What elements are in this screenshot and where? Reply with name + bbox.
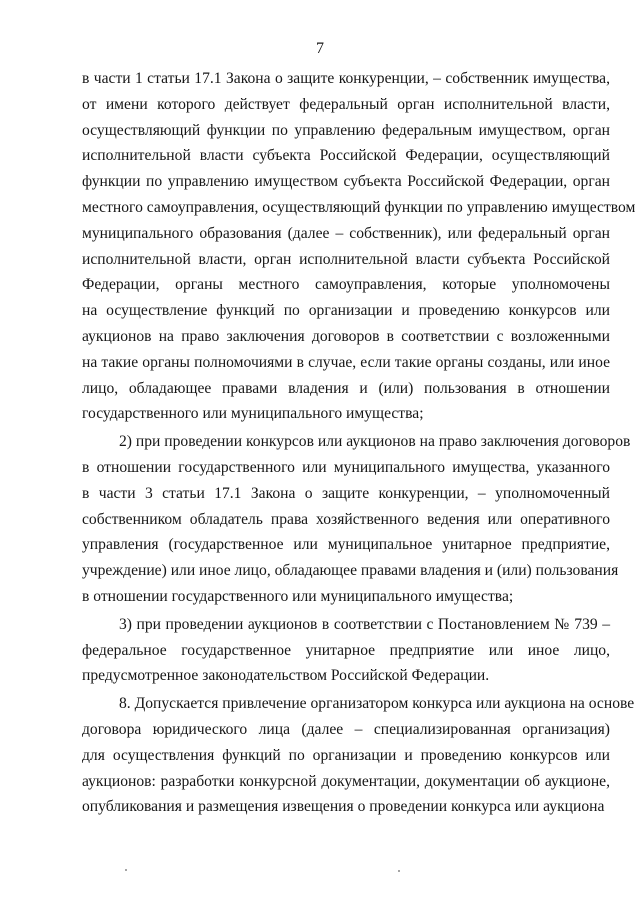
paragraph <box>82 612 610 689</box>
text-line: 3) при проведении аукционов в соответствии с Постановлением № 739 – <box>119 615 610 633</box>
text-line: в части 3 статьи 17.1 Закона о защите конкуренции, – уполномоченный <box>82 484 610 502</box>
scan-speck <box>125 869 127 871</box>
text-line: федеральное государственное унитарное предприятие или иное лицо, <box>82 641 610 659</box>
document-body <box>82 66 636 820</box>
text-line: договора юридического лица (далее – специализированная организация) <box>82 720 610 738</box>
text-line: аукционов: разработки конкурсной документации, документации об аукционе, <box>82 772 610 790</box>
text-line: в отношении государственного или муниципального имущества; <box>82 587 514 605</box>
text-line: на осуществление функций по организации и проведению конкурсов или <box>82 302 610 320</box>
text-line: собственником обладатель права хозяйственного ведения или оперативного <box>82 510 610 528</box>
text-line: учреждение) или иное лицо, обладающее правами владения и (или) пользования <box>82 562 619 580</box>
text-line: муниципального образования (далее – собственник), или федеральный орган <box>82 224 610 242</box>
text-line: управления (государственное или муниципальное унитарное предприятие, <box>82 536 610 554</box>
text-line: местного самоуправления, осуществляющий функции по управлению имуществом <box>82 198 636 216</box>
scan-speck <box>398 870 400 872</box>
text-line: Федерации, органы местного самоуправления, которые уполномочены <box>82 276 610 294</box>
text-line: исполнительной власти субъекта Российской Федерации, осуществляющий <box>82 147 610 165</box>
text-line: опубликования и размещения извещения о проведении конкурса или аукциона <box>82 798 605 816</box>
text-line: в отношении государственного или муниципального имущества, указанного <box>82 458 610 476</box>
text-line: осуществляющий функции по управлению федеральным имуществом, орган <box>82 121 610 139</box>
text-line: от имени которого действует федеральный орган исполнительной власти, <box>82 95 610 113</box>
text-line: 2) при проведении конкурсов или аукционов на право заключения договоров <box>119 433 631 451</box>
page-number: 7 <box>316 40 324 57</box>
text-line: 8. Допускается привлечение организатором конкурса или аукциона на основе <box>119 695 635 713</box>
text-line: для осуществления функций по организации и проведению конкурсов или <box>82 746 610 764</box>
text-line: лицо, обладающее правами владения и (или) пользования в отношении <box>82 379 610 397</box>
text-line: на такие органы полномочиями в случае, если такие органы созданы, или иное <box>82 353 610 371</box>
paragraph <box>82 429 631 610</box>
text-line: государственного или муниципального имущества; <box>82 405 424 423</box>
paragraph <box>82 691 635 820</box>
text-line: аукционов на право заключения договоров в соответствии с возложенными <box>82 327 610 345</box>
paragraph <box>82 66 636 427</box>
text-line: предусмотренное законодательством Российской Федерации. <box>82 667 490 685</box>
text-line: в части 1 статьи 17.1 Закона о защите конкуренции, – собственник имущества, <box>82 70 610 87</box>
text-line: функции по управлению имуществом субъекта Российской Федерации, орган <box>82 173 610 191</box>
text-line: исполнительной власти, орган исполнительной власти субъекта Российской <box>82 250 610 268</box>
